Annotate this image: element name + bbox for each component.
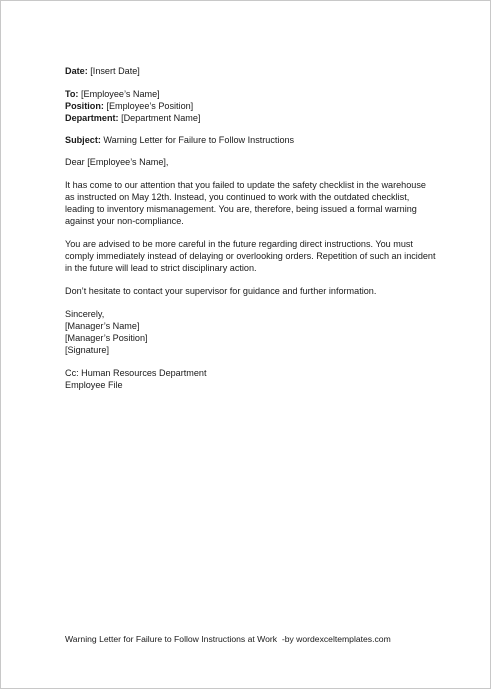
to-line	[65, 88, 437, 100]
cc-line-2: Employee File	[65, 380, 123, 390]
signature-block	[65, 308, 437, 356]
to-label: To:	[65, 89, 79, 99]
paragraph-3: Don’t hesitate to contact your supervisor for guidance and further information.	[65, 286, 377, 296]
subject-label: Subject:	[65, 135, 101, 145]
recipient-block	[65, 88, 437, 124]
department-line	[65, 112, 437, 124]
to-value: [Employee’s Name]	[78, 89, 160, 99]
position-value: [Employee’s Position]	[103, 101, 194, 111]
subject-value: Warning Letter for Failure to Follow Instructions	[100, 135, 295, 145]
letter-body	[65, 65, 437, 391]
subject-line	[65, 134, 437, 146]
manager-name: [Manager’s Name]	[65, 321, 140, 331]
position-line	[65, 100, 437, 112]
cc-line-1: Cc: Human Resources Department	[65, 368, 207, 378]
paragraph-2: You are advised to be more careful in the future regarding direct instructions. You must comply immediately instead of delaying or overlooking orders. Repetition of such an incident in the future will lead to strict disciplinary action.	[65, 239, 436, 273]
paragraph-1: It has come to our attention that you failed to update the safety checklist in the warehouse as instructed on May 12th. Instead, you continued to work with the outdated checklist, leading to inventory mismanagement. You are, therefore, being issued a formal warning against your non-compliance.	[65, 180, 426, 226]
department-label: Department:	[65, 113, 119, 123]
position-label: Position:	[65, 101, 104, 111]
signature: [Signature]	[65, 345, 109, 355]
department-value: [Department Name]	[118, 113, 201, 123]
page-footer: Warning Letter for Failure to Follow Instructions at Work -by wordexceltemplates.com	[65, 634, 391, 644]
closing: Sincerely,	[65, 309, 105, 319]
date-value: [Insert Date]	[87, 66, 140, 76]
manager-position: [Manager’s Position]	[65, 333, 148, 343]
salutation: Dear [Employee’s Name],	[65, 157, 169, 167]
date-line	[65, 65, 437, 77]
cc-block	[65, 367, 437, 391]
date-label: Date:	[65, 66, 88, 76]
